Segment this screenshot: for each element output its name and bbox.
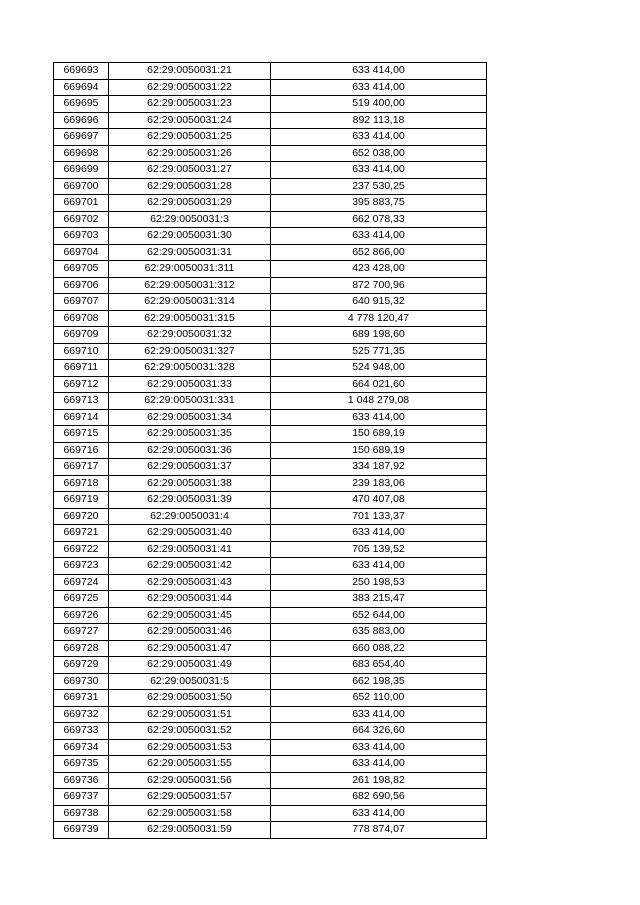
cadastral-number-cell: 62:29:0050031:37 <box>109 459 271 476</box>
table-row <box>54 294 487 311</box>
row-id-cell: 669718 <box>54 475 109 492</box>
cadastral-number-cell: 62:29:0050031:4 <box>109 508 271 525</box>
cadastral-number-cell: 62:29:0050031:52 <box>109 723 271 740</box>
cadastral-value-cell: 701 133,37 <box>271 508 487 525</box>
cadastral-value-cell: 150 689,19 <box>271 426 487 443</box>
cadastral-number-cell: 62:29:0050031:328 <box>109 360 271 377</box>
table-row <box>54 178 487 195</box>
cadastral-value-cell: 633 414,00 <box>271 228 487 245</box>
cadastral-value-cell: 334 187,92 <box>271 459 487 476</box>
cadastral-value-cell: 662 078,33 <box>271 211 487 228</box>
cadastral-value-cell: 652 038,00 <box>271 145 487 162</box>
cadastral-value-cell: 633 414,00 <box>271 129 487 146</box>
table-row <box>54 79 487 96</box>
cadastral-number-cell: 62:29:0050031:3 <box>109 211 271 228</box>
cadastral-value-cell: 423 428,00 <box>271 261 487 278</box>
cadastral-number-cell: 62:29:0050031:23 <box>109 96 271 113</box>
cadastral-number-cell: 62:29:0050031:50 <box>109 690 271 707</box>
row-id-cell: 669717 <box>54 459 109 476</box>
cadastral-number-cell: 62:29:0050031:29 <box>109 195 271 212</box>
cadastral-value-cell: 250 198,53 <box>271 574 487 591</box>
cadastral-value-cell: 892 113,18 <box>271 112 487 129</box>
cadastral-value-cell: 633 414,00 <box>271 756 487 773</box>
row-id-cell: 669695 <box>54 96 109 113</box>
cadastral-value-cell: 705 139,52 <box>271 541 487 558</box>
row-id-cell: 669723 <box>54 558 109 575</box>
cadastral-number-cell: 62:29:0050031:331 <box>109 393 271 410</box>
table-row <box>54 772 487 789</box>
table-row <box>54 426 487 443</box>
row-id-cell: 669719 <box>54 492 109 509</box>
row-id-cell: 669708 <box>54 310 109 327</box>
cadastral-number-cell: 62:29:0050031:53 <box>109 739 271 756</box>
cadastral-number-cell: 62:29:0050031:5 <box>109 673 271 690</box>
table-row <box>54 195 487 212</box>
cadastral-number-cell: 62:29:0050031:43 <box>109 574 271 591</box>
table-row <box>54 756 487 773</box>
cadastral-number-cell: 62:29:0050031:57 <box>109 789 271 806</box>
row-id-cell: 669715 <box>54 426 109 443</box>
cadastral-value-cell: 662 198,35 <box>271 673 487 690</box>
cadastral-number-cell: 62:29:0050031:27 <box>109 162 271 179</box>
cadastral-number-cell: 62:29:0050031:41 <box>109 541 271 558</box>
row-id-cell: 669722 <box>54 541 109 558</box>
cadastral-value-cell: 633 414,00 <box>271 63 487 80</box>
cadastral-number-cell: 62:29:0050031:30 <box>109 228 271 245</box>
cadastral-value-cell: 660 088,22 <box>271 640 487 657</box>
cadastral-number-cell: 62:29:0050031:314 <box>109 294 271 311</box>
row-id-cell: 669733 <box>54 723 109 740</box>
cadastral-value-cell: 395 883,75 <box>271 195 487 212</box>
table-row <box>54 591 487 608</box>
row-id-cell: 669727 <box>54 624 109 641</box>
table-row <box>54 789 487 806</box>
row-id-cell: 669711 <box>54 360 109 377</box>
table-row <box>54 541 487 558</box>
table-row <box>54 508 487 525</box>
cadastral-number-cell: 62:29:0050031:26 <box>109 145 271 162</box>
row-id-cell: 669712 <box>54 376 109 393</box>
row-id-cell: 669716 <box>54 442 109 459</box>
row-id-cell: 669739 <box>54 822 109 839</box>
table-row <box>54 145 487 162</box>
table-row <box>54 805 487 822</box>
table-row <box>54 607 487 624</box>
cadastral-value-cell: 633 414,00 <box>271 162 487 179</box>
row-id-cell: 669734 <box>54 739 109 756</box>
cadastral-value-cell: 633 414,00 <box>271 525 487 542</box>
cadastral-value-cell: 525 771,35 <box>271 343 487 360</box>
cadastral-number-cell: 62:29:0050031:34 <box>109 409 271 426</box>
row-id-cell: 669726 <box>54 607 109 624</box>
table-row <box>54 822 487 839</box>
cadastral-number-cell: 62:29:0050031:33 <box>109 376 271 393</box>
cadastral-number-cell: 62:29:0050031:59 <box>109 822 271 839</box>
row-id-cell: 669736 <box>54 772 109 789</box>
row-id-cell: 669701 <box>54 195 109 212</box>
cadastral-value-cell: 652 866,00 <box>271 244 487 261</box>
cadastral-number-cell: 62:29:0050031:312 <box>109 277 271 294</box>
cadastral-number-cell: 62:29:0050031:35 <box>109 426 271 443</box>
table-row <box>54 244 487 261</box>
row-id-cell: 669714 <box>54 409 109 426</box>
cadastral-number-cell: 62:29:0050031:49 <box>109 657 271 674</box>
table-row <box>54 574 487 591</box>
row-id-cell: 669705 <box>54 261 109 278</box>
row-id-cell: 669729 <box>54 657 109 674</box>
cadastral-value-cell: 1 048 279,08 <box>271 393 487 410</box>
table-row <box>54 360 487 377</box>
cadastral-value-cell: 683 654,40 <box>271 657 487 674</box>
cadastral-value-cell: 383 215,47 <box>271 591 487 608</box>
table-row <box>54 376 487 393</box>
table-row <box>54 640 487 657</box>
cadastral-value-cell: 519 400,00 <box>271 96 487 113</box>
table-row <box>54 277 487 294</box>
cadastral-number-cell: 62:29:0050031:32 <box>109 327 271 344</box>
table-row <box>54 739 487 756</box>
table-row <box>54 112 487 129</box>
cadastral-value-cell: 633 414,00 <box>271 739 487 756</box>
table-row <box>54 261 487 278</box>
cadastral-value-cell: 664 021,60 <box>271 376 487 393</box>
row-id-cell: 669704 <box>54 244 109 261</box>
table-row <box>54 393 487 410</box>
cadastral-value-cell: 652 110,00 <box>271 690 487 707</box>
cadastral-value-cell: 239 183,06 <box>271 475 487 492</box>
cadastral-value-cell: 778 874,07 <box>271 822 487 839</box>
cadastral-number-cell: 62:29:0050031:51 <box>109 706 271 723</box>
cadastral-value-cell: 524 948,00 <box>271 360 487 377</box>
cadastral-number-cell: 62:29:0050031:47 <box>109 640 271 657</box>
table-row <box>54 690 487 707</box>
row-id-cell: 669730 <box>54 673 109 690</box>
cadastral-number-cell: 62:29:0050031:22 <box>109 79 271 96</box>
row-id-cell: 669698 <box>54 145 109 162</box>
cadastral-value-cell: 652 644,00 <box>271 607 487 624</box>
cadastral-number-cell: 62:29:0050031:327 <box>109 343 271 360</box>
table-row <box>54 228 487 245</box>
cadastral-value-cell: 633 414,00 <box>271 558 487 575</box>
cadastral-value-cell: 4 778 120,47 <box>271 310 487 327</box>
table-row <box>54 310 487 327</box>
row-id-cell: 669735 <box>54 756 109 773</box>
cadastral-value-table <box>53 62 487 839</box>
row-id-cell: 669697 <box>54 129 109 146</box>
cadastral-value-cell: 237 530,25 <box>271 178 487 195</box>
cadastral-value-cell: 872 700,96 <box>271 277 487 294</box>
cadastral-number-cell: 62:29:0050031:31 <box>109 244 271 261</box>
table-row <box>54 459 487 476</box>
cadastral-value-cell: 470 407,08 <box>271 492 487 509</box>
cadastral-number-cell: 62:29:0050031:40 <box>109 525 271 542</box>
row-id-cell: 669713 <box>54 393 109 410</box>
cadastral-number-cell: 62:29:0050031:311 <box>109 261 271 278</box>
cadastral-value-cell: 682 690,56 <box>271 789 487 806</box>
table-row <box>54 492 487 509</box>
table-row <box>54 211 487 228</box>
row-id-cell: 669700 <box>54 178 109 195</box>
cadastral-value-cell: 640 915,32 <box>271 294 487 311</box>
row-id-cell: 669731 <box>54 690 109 707</box>
table-row <box>54 525 487 542</box>
row-id-cell: 669707 <box>54 294 109 311</box>
row-id-cell: 669693 <box>54 63 109 80</box>
cadastral-number-cell: 62:29:0050031:28 <box>109 178 271 195</box>
table-row <box>54 673 487 690</box>
cadastral-value-cell: 633 414,00 <box>271 409 487 426</box>
cadastral-number-cell: 62:29:0050031:44 <box>109 591 271 608</box>
table-row <box>54 63 487 80</box>
row-id-cell: 669732 <box>54 706 109 723</box>
cadastral-number-cell: 62:29:0050031:38 <box>109 475 271 492</box>
table-row <box>54 409 487 426</box>
table-row <box>54 475 487 492</box>
row-id-cell: 669721 <box>54 525 109 542</box>
table-row <box>54 129 487 146</box>
row-id-cell: 669694 <box>54 79 109 96</box>
cadastral-number-cell: 62:29:0050031:315 <box>109 310 271 327</box>
row-id-cell: 669702 <box>54 211 109 228</box>
table-row <box>54 723 487 740</box>
cadastral-number-cell: 62:29:0050031:58 <box>109 805 271 822</box>
cadastral-number-cell: 62:29:0050031:56 <box>109 772 271 789</box>
cadastral-value-cell: 261 198,82 <box>271 772 487 789</box>
row-id-cell: 669699 <box>54 162 109 179</box>
cadastral-value-cell: 633 414,00 <box>271 706 487 723</box>
row-id-cell: 669706 <box>54 277 109 294</box>
table-row <box>54 558 487 575</box>
cadastral-number-cell: 62:29:0050031:55 <box>109 756 271 773</box>
table-body <box>54 63 487 839</box>
row-id-cell: 669710 <box>54 343 109 360</box>
table-row <box>54 162 487 179</box>
table-row <box>54 327 487 344</box>
cadastral-value-cell: 635 883,00 <box>271 624 487 641</box>
table-row <box>54 624 487 641</box>
cadastral-number-cell: 62:29:0050031:45 <box>109 607 271 624</box>
row-id-cell: 669703 <box>54 228 109 245</box>
cadastral-number-cell: 62:29:0050031:42 <box>109 558 271 575</box>
cadastral-number-cell: 62:29:0050031:24 <box>109 112 271 129</box>
cadastral-value-cell: 633 414,00 <box>271 79 487 96</box>
row-id-cell: 669724 <box>54 574 109 591</box>
cadastral-value-cell: 150 689,19 <box>271 442 487 459</box>
cadastral-value-cell: 689 198,60 <box>271 327 487 344</box>
row-id-cell: 669725 <box>54 591 109 608</box>
table-row <box>54 657 487 674</box>
row-id-cell: 669738 <box>54 805 109 822</box>
table-row <box>54 706 487 723</box>
row-id-cell: 669720 <box>54 508 109 525</box>
row-id-cell: 669709 <box>54 327 109 344</box>
row-id-cell: 669696 <box>54 112 109 129</box>
cadastral-number-cell: 62:29:0050031:46 <box>109 624 271 641</box>
table-row <box>54 343 487 360</box>
table-row <box>54 442 487 459</box>
cadastral-number-cell: 62:29:0050031:39 <box>109 492 271 509</box>
cadastral-number-cell: 62:29:0050031:25 <box>109 129 271 146</box>
cadastral-number-cell: 62:29:0050031:36 <box>109 442 271 459</box>
row-id-cell: 669737 <box>54 789 109 806</box>
cadastral-value-cell: 664 326,60 <box>271 723 487 740</box>
table-row <box>54 96 487 113</box>
cadastral-value-cell: 633 414,00 <box>271 805 487 822</box>
cadastral-number-cell: 62:29:0050031:21 <box>109 63 271 80</box>
row-id-cell: 669728 <box>54 640 109 657</box>
